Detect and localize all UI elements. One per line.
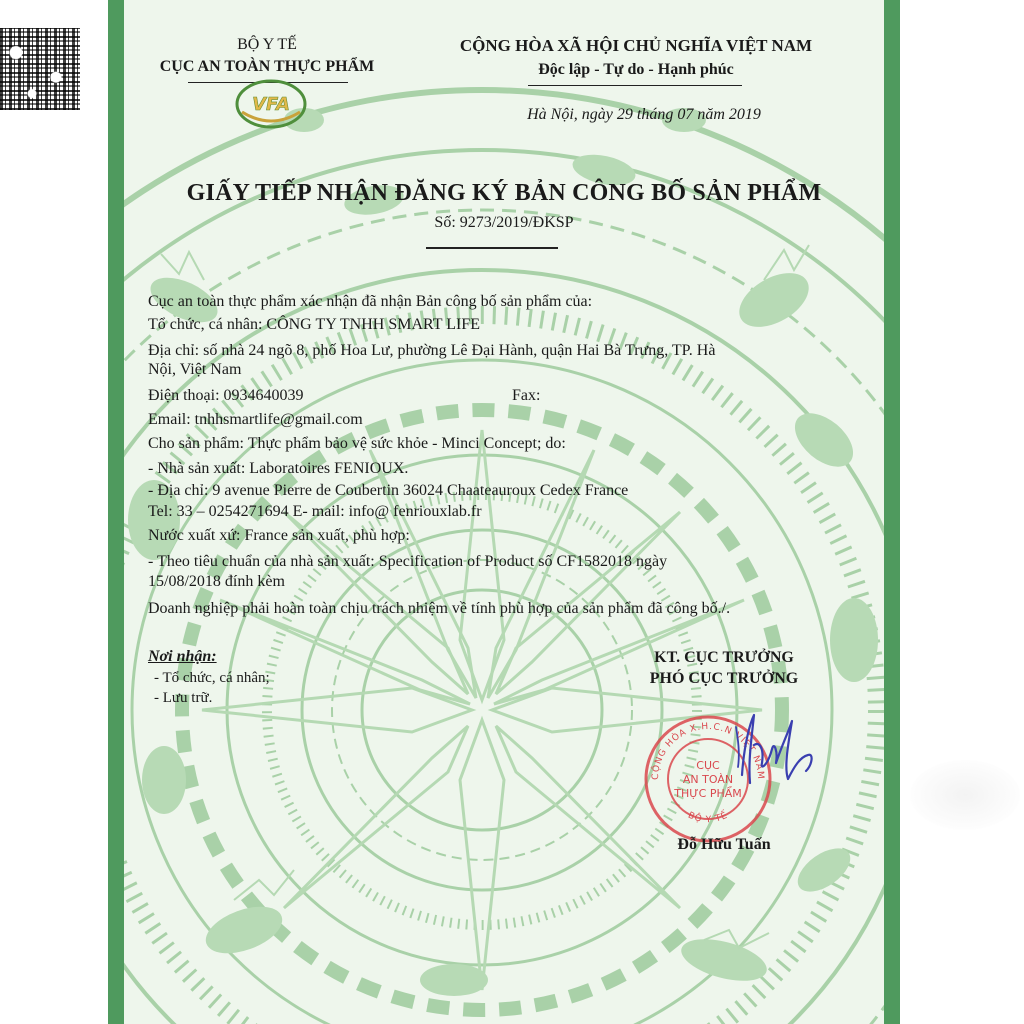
manufacturer-address: - Địa chỉ: 9 avenue Pierre de Coubertin 36024 Chaateauroux Cedex France [148,482,629,499]
responsibility-text: Doanh nghiệp phải hoàn toàn chịu trách nhiệm về tính phù hợp của sản phẩm đã công bố./. [148,600,731,617]
recipient-item: - Lưu trữ. [154,690,213,706]
recipients-heading: Nơi nhận: [148,648,217,665]
signer-title: KT. CỤC TRƯỞNG [654,649,794,666]
vfa-logo [234,78,308,130]
svg-text:BỘ Y TẾ [686,809,730,825]
motto: Độc lập - Tự do - Hạnh phúc [538,61,734,78]
organization-text: Tổ chức, cá nhân: CÔNG TY TNHH SMART LIFE [148,316,480,333]
ministry-name: BỘ Y TẾ [237,36,297,53]
email-text: Email: tnhhsmartlife@gmail.com [148,411,363,428]
country-name: CỘNG HÒA XÃ HỘI CHỦ NGHĨA VIỆT NAM [459,36,813,55]
signer-name: Đỗ Hữu Tuấn [677,836,771,853]
address-line-1: Địa chỉ: số nhà 24 ngõ 8, phố Hoa Lư, phường Lê Đại Hành, quận Hai Bà Trưng, TP. Hà [148,342,716,359]
background-smudge [910,760,1020,830]
qr-code [0,28,80,110]
standard-line-2: 15/08/2018 đính kèm [148,573,285,590]
certificate-paper [124,0,884,1024]
recipient-item: - Tổ chức, cá nhân; [154,670,270,686]
logo-text: VFA [252,94,290,115]
issuer-block [124,34,410,78]
country-block [414,34,858,82]
motto-underline [528,85,742,86]
title-underline [426,247,558,249]
seal-center-line-3: THỰC PHẨM [674,787,742,800]
phone-text: Điện thoại: 0934640039 [148,387,304,404]
department-name: CỤC AN TOÀN THỰC PHẨM [159,58,375,75]
intro-text: Cục an toàn thực phẩm xác nhận đã nhận Bản công bố sản phẩm của: [148,293,593,310]
document-text [124,0,884,1024]
seal-bottom-text: BỘ Y TẾ [686,810,730,826]
seal-center-line-2: AN TOÀN [682,773,734,786]
standard-line-1: - Theo tiêu chuẩn của nhà sản xuất: Specification of Product số CF1582018 ngày [148,553,668,570]
manufacturer-contact: Tel: 33 – 0254271694 E- mail: info@ fenriouxlab.fr [148,503,482,520]
manufacturer-text: - Nhà sản xuất: Laboratoires FENIOUX. [148,460,409,477]
origin-text: Nước xuất xứ: France sản xuất, phù hợp: [148,527,410,544]
handwritten-signature [724,705,834,795]
product-text: Cho sản phẩm: Thực phẩm bảo vệ sức khỏe - Minci Concept; do: [148,435,566,452]
issue-date: Hà Nội, ngày 29 tháng 07 năm 2019 [527,106,761,123]
address-line-2: Nội, Việt Nam [148,361,242,378]
document-title: GIẤY TIẾP NHẬN ĐĂNG KÝ BẢN CÔNG BỐ SẢN PHẨM [186,180,822,206]
document-number: Số: 9273/2019/ĐKSP [434,214,574,231]
fax-text: Fax: [512,387,541,404]
signer-position: PHÓ CỤC TRƯỞNG [649,670,799,687]
seal-center-line-1: CỤC [696,759,720,772]
seal-ring-text: CỘNG HÒA X.H.C.N VIỆT NAM [650,721,766,781]
